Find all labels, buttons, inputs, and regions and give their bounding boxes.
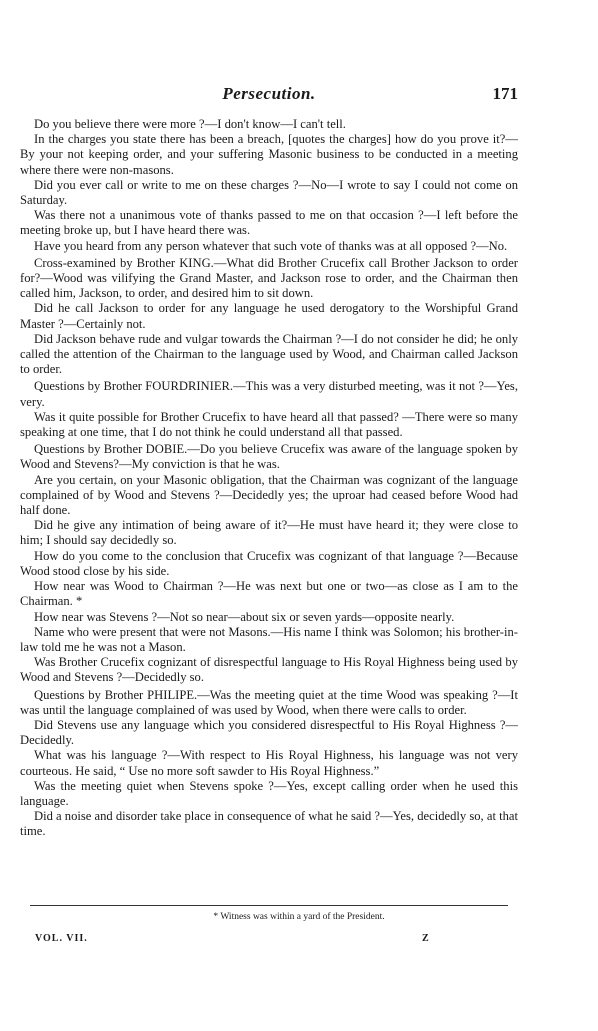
paragraph: Was there not a unanimous vote of thanks passed to me on that occasion ?—I left before the meeting broke up, but I have heard there was. [20,208,518,238]
running-header [20,84,518,108]
paragraph: How do you come to the conclusion that Crucefix was cognizant of that language ?—Because Wood stood close by his side. [20,548,518,578]
paragraph: Have you heard from any person whatever that such vote of thanks was at all opposed ?—No. [34,238,508,253]
paragraph: Do you believe there were more ?—I don't know—I can't tell. [34,117,346,131]
page-number: 171 [492,84,518,103]
paragraph: How near was Wood to Chairman ?—He was next but one or two—as close as I am to the Chairman. * [20,579,518,609]
paragraph: Was Brother Crucefix cognizant of disrespectful language to His Royal Highness being used by Wood and Stevens ?—Decidedly so. [20,655,518,685]
body-text [20,117,518,840]
paragraph: Questions by Brother FOURDRINIER.—This was a very disturbed meeting, was it not ?—Yes, very. [20,379,518,409]
paragraph: Did he call Jackson to order for any language he used derogatory to the Worshipful Grand Master ?—Certainly not. [20,301,518,331]
paragraph: Did you ever call or write to me on these charges ?—No—I wrote to say I could not come on Saturday. [20,177,518,208]
paragraph: Did Jackson behave rude and vulgar towards the Chairman ?—I do not consider he did; he only called the attention of the Chairman to the language used by Wood, and Chairman called Jackson to order. [20,331,518,377]
paragraph: Questions by Brother PHILIPE.—Was the meeting quiet at the time Wood was speaking ?—It was until the language complained of was used by Wood, when there were calls to order. [20,687,518,717]
paragraph: Name who were present that were not Masons.—His name I think was Solomon; his brother-in-law told me he was not a Mason. [20,624,518,654]
signature-mark: Z [422,933,429,944]
paragraph: Are you certain, on your Masonic obligation, that the Chairman was cognizant of the language complained of by Wood and Stevens ?—Decidedly yes; the uproar had ceased before Wood had half done. [20,472,518,518]
paragraph: Did a noise and disorder take place in consequence of what he said ?—Yes, decidedly so, at that time. [20,809,518,839]
page-title: Persecution. [222,84,316,103]
footnote-divider [30,905,508,906]
volume-label: VOL. VII. [35,933,88,944]
paragraph: Did Stevens use any language which you considered disrespectful to His Royal Highness ?—Decidedly. [20,717,518,748]
paragraph: Was the meeting quiet when Stevens spoke ?—Yes, except calling order when he used this language. [20,778,518,808]
paragraph: Cross-examined by Brother KING.—What did Brother Crucefix call Brother Jackson to order for?—Wood was vilifying the Grand Master, and Jackson rose to order, and the Chairman then called him, Jackson, to order, and desired him to sit down. [20,255,518,301]
paragraph: Did he give any intimation of being aware of it?—He must have heard it; they were close to him; I should say decidedly so. [20,518,518,548]
paragraph: Was it quite possible for Brother Crucefix to have heard all that passed? —There were so many speaking at one time, that I do not think he could understand all that passed. [20,409,518,440]
paragraph: In the charges you state there has been a breach, [quotes the charges] how do you prove it?—By your not keeping order, and your suffering Masonic business to be conducted in a meeting where there were non-masons. [20,132,518,177]
paragraph: How near was Stevens ?—Not so near—about six or seven yards—opposite nearly. [34,609,455,624]
paragraph: What was his language ?—With respect to His Royal Highness, his language was not very courteous. He said, “ Use no more soft sawder to His Royal Highness.” [20,748,518,778]
footnote: * Witness was within a yard of the President. [213,912,385,922]
paragraph: Questions by Brother DOBIE.—Do you believe Crucefix was aware of the language spoken by Wood and Stevens?—My conviction is that he was. [20,442,518,472]
